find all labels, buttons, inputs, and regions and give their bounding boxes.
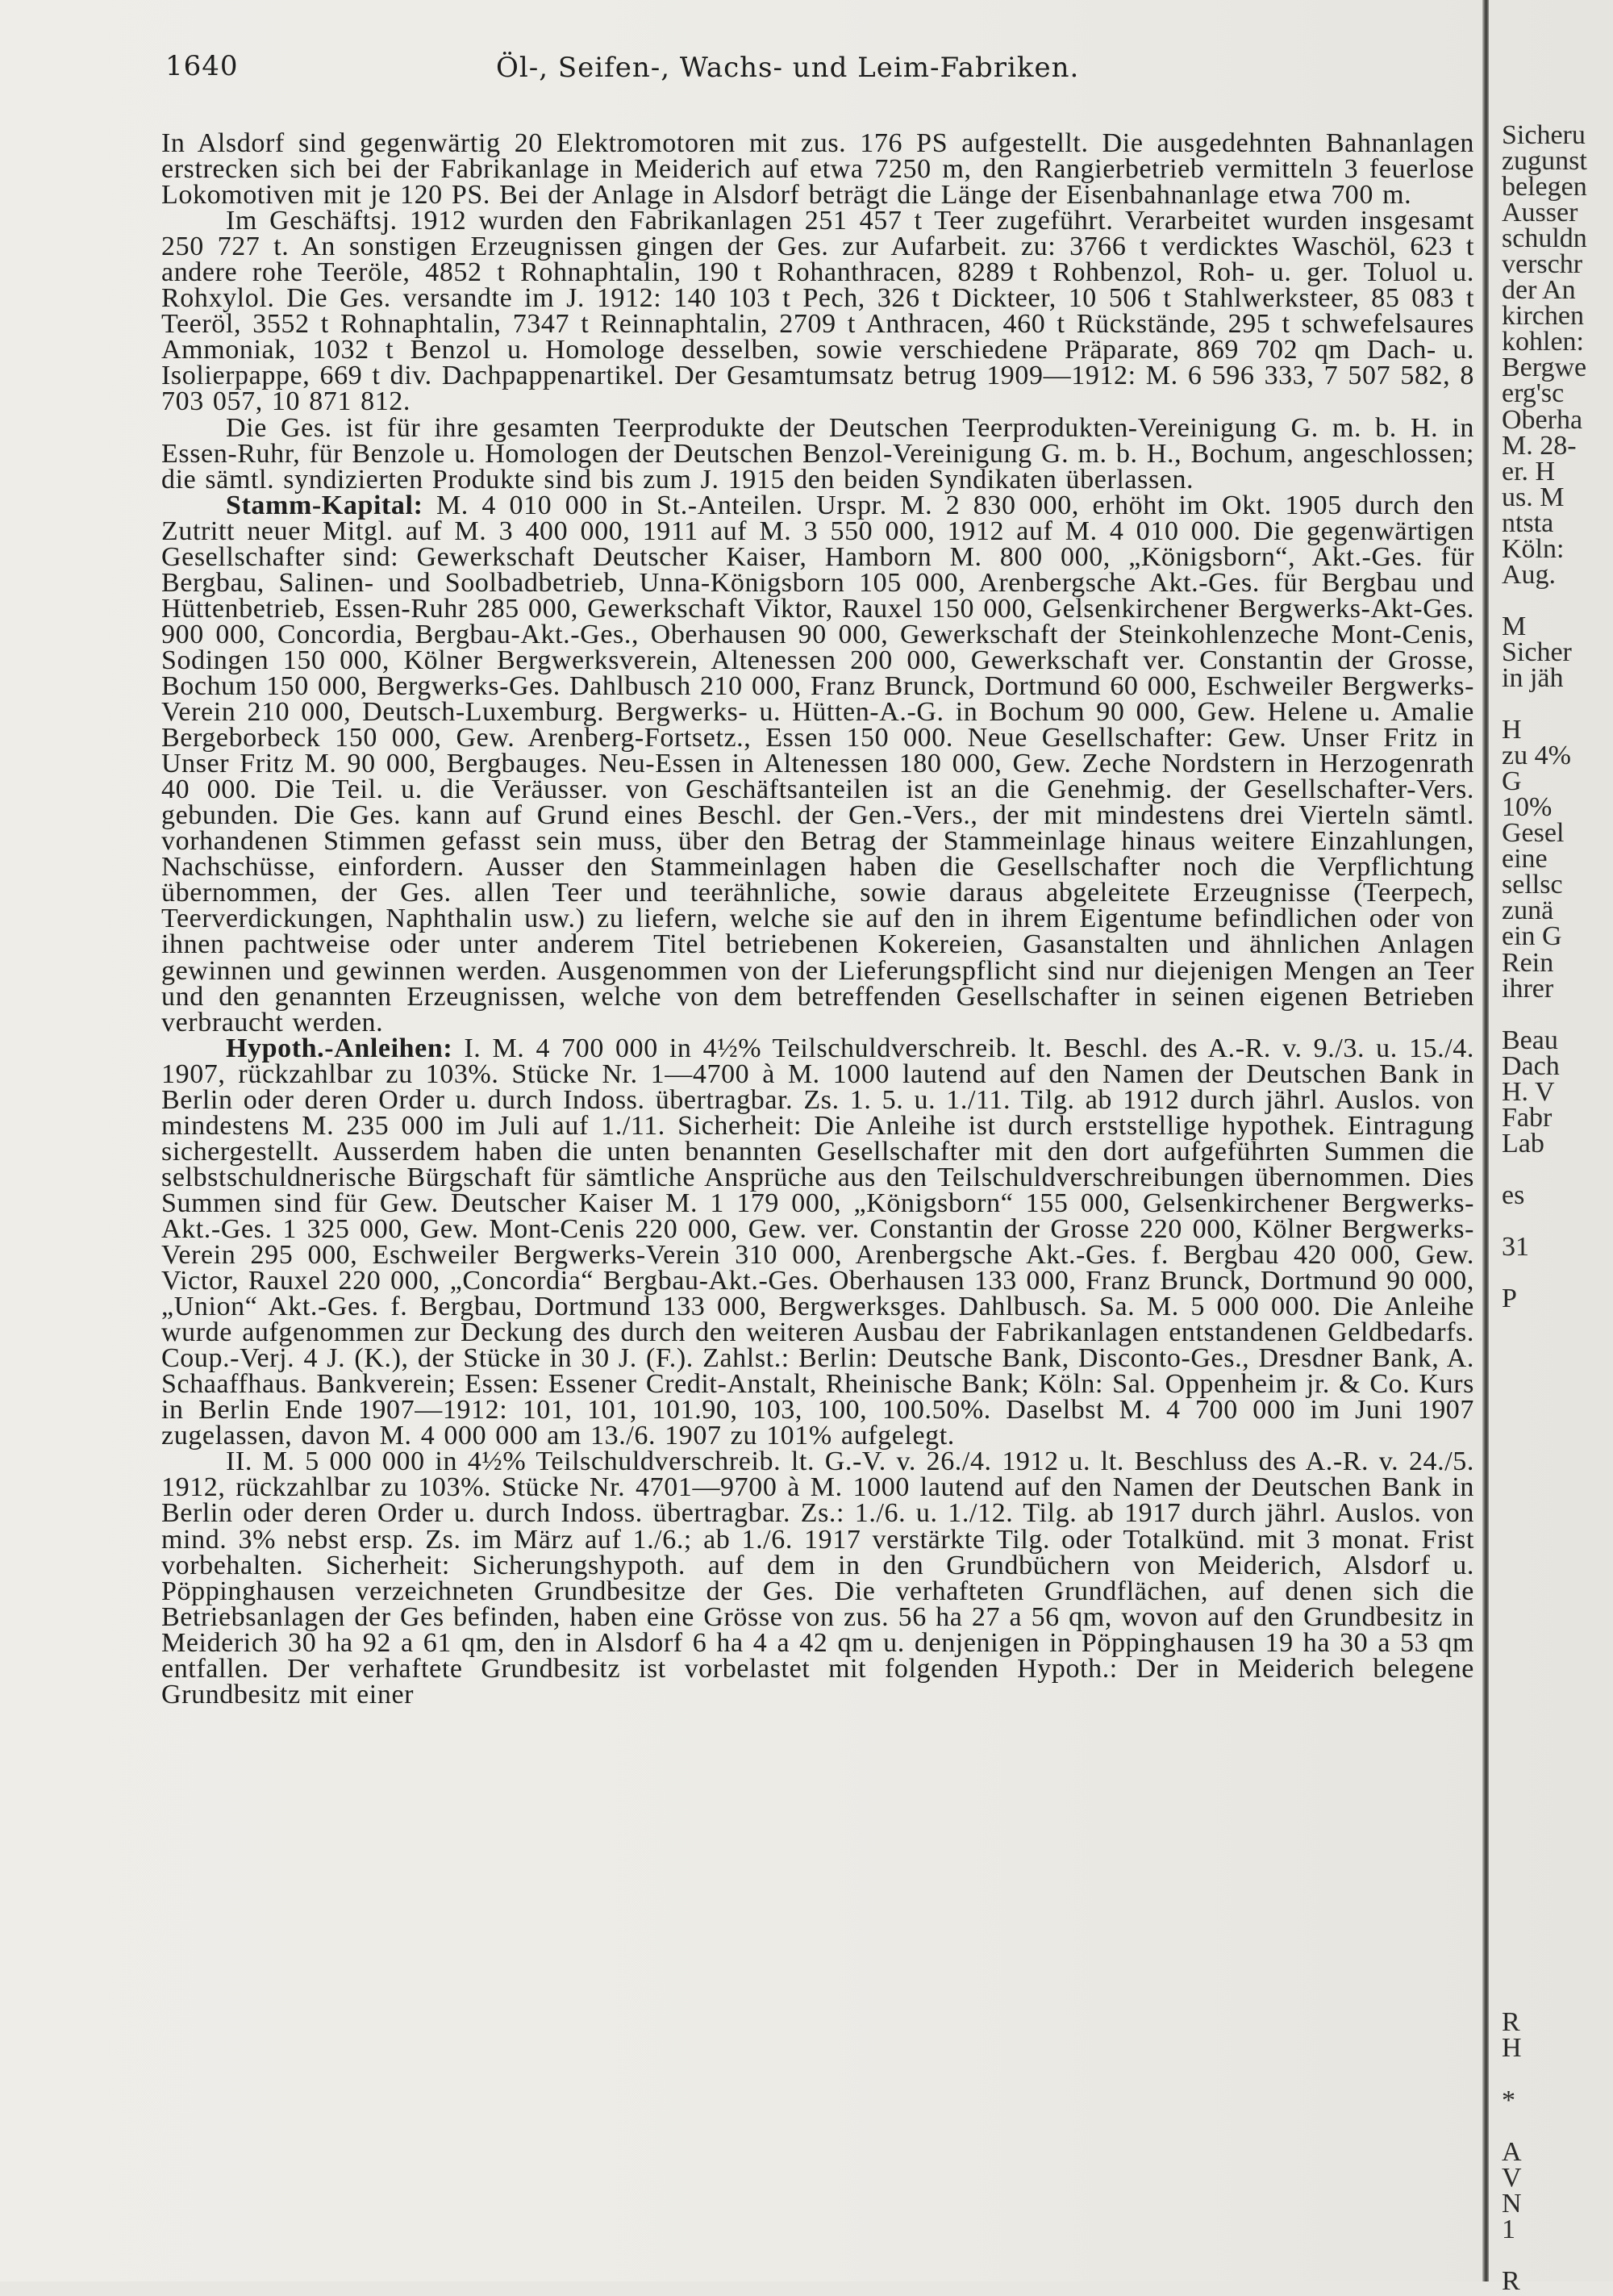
fragment-line (1502, 1002, 1613, 1028)
running-title: Öl-, Seifen-, Wachs- und Leim-Fabriken. (496, 52, 1080, 84)
fragment-line (1502, 2114, 1613, 2139)
paragraph (161, 412, 1474, 495)
fragment-line (1502, 588, 1613, 614)
fragment-line (1502, 1492, 1613, 1518)
fragment-line (1502, 1751, 1613, 1777)
fragment-line (1502, 1958, 1613, 1984)
fragment-line (1502, 1829, 1613, 1855)
fragment-line: R (1502, 2265, 1520, 2296)
fragment-line (1502, 1545, 1613, 1571)
fragment-line (1502, 1881, 1613, 1906)
fragment-line: er. H (1502, 456, 1556, 486)
fragment-line (1502, 1338, 1613, 1363)
fragment-line: ntsta (1502, 507, 1554, 538)
fragment-line: R (1502, 2007, 1520, 2038)
fragment-line: Fabr (1502, 1102, 1553, 1133)
fragment-line (1502, 1467, 1613, 1492)
fragment-line (1502, 1260, 1613, 1286)
fragment-line: zu 4% (1502, 741, 1571, 771)
paragraph-text: M. 4 010 000 in St.-Anteilen. Urspr. M. 2 830 000, erhöht im Okt. 1905 durch den Zutritt neuer Mitgl. auf M. 3 400 000, 1911 auf M. 3 550 000, 1912 auf M. 4 010 000. Die gegenwärtigen Gesellschafter sind: Gewerkschaft Deutscher Kaiser, Hamborn M. 800 000, „Königsborn“, Akt.-Ges. für Bergbau, Salinen- und Soolbadbetrieb, Unna-Königsborn 105 000, Arenbergsche Akt.-Ges. für Bergbau und Hüttenbetrieb, Essen-Ruhr 285 000, Gewerkschaft Viktor, Rauxel 150 000, Gelsenkirchener Bergwerks-Akt-Ges. 900 000, Concordia, Bergbau-Akt.-Ges., Oberhausen 90 000, Gewerkschaft der Steinkohlenzeche Mont-Cenis, Sodingen 150 000, Kölner Bergwerksverein, Altenessen 200 000, Gewerkschaft ver. Constantin der Grosse, Bochum 150 000, Bergwerks-Ges. Dahlbusch 210 000, Franz Brunck, Dortmund 60 000, Eschweiler Bergwerks-Verein 210 000, Deutsch-Luxemburg. Bergwerks- u. Hütten-A.-G. in Bochum 90 000, Gew. Helene u. Amalie Bergeborbeck 150 000, Gew. Arenberg-Fortsetz., Essen 150 000. Neue Gesellschafter: Gew. Unser Fritz in Unser Fritz M. 90 000, Bergbauges. Neu-Essen in Altenessen 180 000, Gew. Zeche Nordstern in Herzogenrath 40 000. Die Teil. u. die Veräusser. von Geschäftsanteilen ist an die Genehmig. der Gesellschafter-Vers. gebunden. Die Ges. kann auf Grund eines Beschl. der Gen.-Vers., der mit mindestens drei Vierteln sämtl. vorhandenen Stimmen gefasst sein muss, über den Betrag der Stammeinlage hinaus weitere Einzahlungen, Nachschüsse, einfordern. Ausser den Stammeinlagen haben die Gesellschafter noch die Verpflichtung übernommen, der Ges. allen Teer und teerähnliche, sowie daraus abgeleitete Erzeugnisse (Teerpech, Teerverdickungen, Naphthalin usw.) zu liefern, welche sie auf den in ihrem Eigentume befindlichen oder von ihnen pachtweise oder unter anderem Titel betriebenen Kokereien, Gasanstalten und ähnlichen Anlagen gewinnen und gewinnen werden. Ausgenommen von der Lieferungspflicht sind nur diejenigen Mengen an Teer und den genannten Erzeugnissen, welche von dem betreffenden Gesellschafter in seinen eigenen Betrieben verbraucht werden. (161, 490, 1474, 1037)
fragment-line: Aug. (1502, 559, 1557, 590)
paragraph-text: Im Geschäftsj. 1912 wurden den Fabrikanlagen 251 457 t Teer zugeführt. Verarbeitet wurden insgesamt 250 727 t. An sonstigen Erzeugnissen gingen der Ges. zur Aufarbeit. zu: 3766 t verdicktes Waschöl, 623 t andere rohe Teeröle, 4852 t Rohnaphtalin, 190 t Rohanthracen, 8289 t Rohbenzol, Roh- u. ger. Toluol u. Rohxylol. Die Ges. versandte im J. 1912: 140 103 t Pech, 326 t Dickteer, 10 506 t Stahlwerksteer, 85 083 t Teeröl, 3552 t Rohnaphtalin, 7347 t Reinnaphtalin, 2709 t Anthracen, 460 t Rückstände, 295 t schwefelsaures Ammoniak, 1032 t Benzol u. Homologe desselben, sowie verschiedene Präparate, 869 702 qm Dach- u. Isolierpappe, 669 t div. Dachpappenartikel. Der Gesamtumsatz betrug 1909—1912: M. 6 596 333, 7 507 582, 8 703 057, 10 871 812. (161, 206, 1474, 417)
fragment-line (1502, 1597, 1613, 1622)
fragment-line: ein G (1502, 921, 1562, 952)
page-number: 1640 (165, 50, 239, 82)
fragment-line (1502, 1803, 1613, 1829)
paragraph-text: In Alsdorf sind gegenwärtig 20 Elektromotoren mit zus. 176 PS aufgestellt. Die ausgedehnten Bahnanlagen erstrecken sich bei der Fabrikanlage in Meiderich auf etwa 7250 m, den Rangierbetrieb vermitteln 3 feuerlose Lokomotiven mit je 120 PS. Bei der Anlage in Alsdorf beträgt die Länge der Eisenbahnanlage etwa 700 m. (161, 128, 1474, 211)
fragment-line: erg'sc (1502, 378, 1565, 409)
paragraph-text: II. M. 5 000 000 in 4½% Teilschuldverschreib. lt. G.-V. v. 26./4. 1912 u. lt. Beschluss des A.-R. v. 24./5. 1912, rückzahlbar zu 103%. Stücke Nr. 4701—9700 à M. 1000 lautend auf den Namen der Deutschen Bank in Berlin oder deren Order u. durch Indoss. übertragbar. Zs.: 1./6. u. 1./12. Tilg. ab 1917 durch jährl. Auslos. von mind. 3% nebst ersp. Zs. im März auf 1./6.; ab 1./6. 1917 verstärkte Tilg. oder Totalkünd. mit 3 monat. Frist vorbehalten. Sicherheit: Sicherungshypoth. auf dem in den Grundbüchern von Meiderich, Alsdorf u. Pöppinghausen verzeichneten Grundbesitze der Ges. Die verhafteten Grundflächen, auf denen sich die Betriebsanlagen der Ges befinden, haben eine Grösse von zus. 56 ha 27 a 56 qm, wovon auf den Grundbesitz in Meiderich 30 ha 92 a 61 qm, den in Alsdorf 6 ha 4 a 42 qm u. denjenigen in Pöppinghausen 19 ha 30 a 53 qm entfallen. Der verhaftete Grundbesitz ist vorbelastet mit folgenden Hypoth.: Der in Meiderich belegene Grundbesitz mit einer (161, 1446, 1474, 1709)
fragment-line (1502, 1312, 1613, 1338)
fragment-line: kohlen: (1502, 327, 1584, 357)
fragment-line: us. M (1502, 482, 1565, 512)
fragment-line: M. 28- (1502, 430, 1577, 461)
paragraph (161, 490, 1474, 1037)
fragment-line (1502, 1700, 1613, 1726)
fragment-line: belegen (1502, 172, 1587, 202)
fragment-line (1502, 1932, 1613, 1958)
page-fold-shadow (1482, 0, 1489, 2281)
fragment-line: Ausser (1502, 198, 1578, 228)
fragment-line: Köln: (1502, 533, 1565, 564)
section-heading: Stamm-Kapital: (226, 490, 423, 520)
fragment-line (1502, 1209, 1613, 1234)
fragment-line: ihrer (1502, 973, 1554, 1004)
fragment-line: N (1502, 2188, 1522, 2219)
paragraph-text: Die Ges. ist für ihre gesamten Teerprodukte der Deutschen Teerprodukten-Vereinigung G. m. b. H. in Essen-Ruhr, für Benzole u. Homologen der Deutschen Benzol-Vereinigung G. m. b. H., Bochum, angeschlossen; die sämtl. syndizierten Produkte sind bis zum J. 1915 den beiden Syndikaten überlassen. (161, 412, 1474, 495)
paragraph (161, 208, 1474, 415)
fragment-line: verschr (1502, 249, 1583, 280)
fragment-line (1502, 1519, 1613, 1545)
fragment-line: H (1502, 2033, 1522, 2064)
fragment-line: * (1502, 2085, 1515, 2115)
fragment-line (1502, 1157, 1613, 1183)
fragment-line: H. V (1502, 1076, 1555, 1107)
fragment-line (1502, 1648, 1613, 1674)
fragment-line: Dach (1502, 1050, 1560, 1081)
fragment-line: Gesel (1502, 818, 1565, 849)
fragment-line: sellsc (1502, 870, 1563, 900)
fragment-line (1502, 2243, 1613, 2269)
fragment-line: Lab (1502, 1128, 1544, 1158)
fragment-line (1502, 1674, 1613, 1700)
fragment-line: 10% (1502, 792, 1553, 823)
fragment-line (1502, 2062, 1613, 2088)
fragment-line (1502, 1622, 1613, 1648)
fragment-line: V (1502, 2162, 1522, 2193)
fragment-line (1502, 1441, 1613, 1467)
fragment-line: M (1502, 611, 1527, 641)
fragment-line: schuldn (1502, 223, 1587, 254)
fragment-line: P (1502, 1284, 1517, 1314)
fragment-line: eine (1502, 844, 1548, 875)
fragment-line (1502, 1363, 1613, 1389)
fragment-line (1502, 1984, 1613, 2010)
fragment-line: Oberha (1502, 404, 1583, 435)
fragment-line: es (1502, 1179, 1525, 1210)
paragraph (161, 1033, 1474, 1451)
fragment-line: zunä (1502, 895, 1554, 926)
fragment-line: Sicher (1502, 637, 1572, 667)
fragment-line: in jäh (1502, 662, 1564, 693)
paragraph (161, 128, 1474, 211)
fragment-line (1502, 691, 1613, 717)
fragment-line: A (1502, 2136, 1522, 2167)
fragment-line (1502, 1415, 1613, 1441)
fragment-line: Sicheru (1502, 120, 1586, 150)
fragment-line (1502, 1726, 1613, 1751)
paragraph-text: I. M. 4 700 000 in 4½% Teilschuldverschreib. lt. Beschl. des A.-R. v. 9./3. u. 15./4. 1907, rückzahlbar zu 103%. Stücke Nr. 1—4700 à M. 1000 lautend auf den Namen der Deutschen Bank in Berlin oder deren Order u. durch Indoss. übertragbar. Zs. 1. 5. u. 1./11. Tilg. ab 1912 durch jährl. Auslos. von mindestens M. 235 000 im Juli auf 1./11. Sicherheit: Die Anleihe ist durch erststellige hypothek. Eintragung sichergestellt. Ausserdem haben die unten benannten Gesellschafter mit den dort aufgeführten Summen die selbstschuldnerische Bürgschaft für sämtliche Ansprüche aus den Teilschuldverschreibungen übernommen. Dies Summen sind für Gew. Deutscher Kaiser M. 1 179 000, „Königsborn“ 155 000, Gelsenkirchener Bergwerks-Akt.-Ges. 1 325 000, Gew. Mont-Cenis 220 000, Gew. ver. Constantin der Grosse 220 000, Kölner Bergwerks-Verein 295 000, Eschweiler Bergwerks-Verein 310 000, Arenbergsche Akt.-Ges. f. Bergbau 420 000, Gew. Victor, Rauxel 220 000, „Concordia“ Bergbau-Akt.-Ges. Oberhausen 133 000, Franz Brunck, Dortmund 90 000, „Union“ Akt.-Ges. f. Bergbau, Dortmund 133 000, Bergwerksges. Dahlbusch. Sa. M. 5 000 000. Die Anleihe wurde aufgenommen zur Deckung des durch den weiteren Ausbau der Fabrikanlagen entstandenen Geldbedarfs. Coup.-Verj. 4 J. (K.), der Stücke in 30 J. (F.). Zahlst.: Berlin: Deutsche Bank, Disconto-Ges., Dresdner Bank, A. Schaaffhaus. Bankverein; Essen: Essener Credit-Anstalt, Rheinische Bank; Köln: Sal. Oppenheim jr. & Co. Kurs in Berlin Ende 1907—1912: 101, 101, 101.90, 103, 100, 100.50%. Daselbst M. 4 700 000 im Juni 1907 zugelassen, davon M. 4 000 000 am 13./6. 1907 zu 101% aufgelegt. (161, 1033, 1474, 1451)
fragment-line: Rein (1502, 947, 1554, 978)
adjacent-page-fragment (1502, 120, 1613, 2296)
fragment-line (1502, 1571, 1613, 1597)
fragment-line (1502, 1389, 1613, 1415)
fragment-line: H (1502, 715, 1522, 745)
main-text-column (161, 128, 1474, 2252)
fragment-line (1502, 1777, 1613, 1803)
section-heading: Hypoth.-Anleihen: (226, 1033, 453, 1063)
fragment-line: 31 (1502, 1232, 1529, 1263)
fragment-line: der An (1502, 275, 1576, 306)
fragment-line: zugunst (1502, 146, 1587, 177)
fragment-line: G (1502, 766, 1522, 797)
fragment-line (1502, 1906, 1613, 1932)
fragment-line: kirchen (1502, 301, 1584, 332)
fragment-line (1502, 1855, 1613, 1881)
fragment-line: Bergwe (1502, 353, 1587, 383)
fragment-line: Beau (1502, 1025, 1558, 1055)
fragment-line: 1 (1502, 2214, 1515, 2244)
page-header (165, 50, 1472, 86)
paragraph (161, 1446, 1474, 1709)
